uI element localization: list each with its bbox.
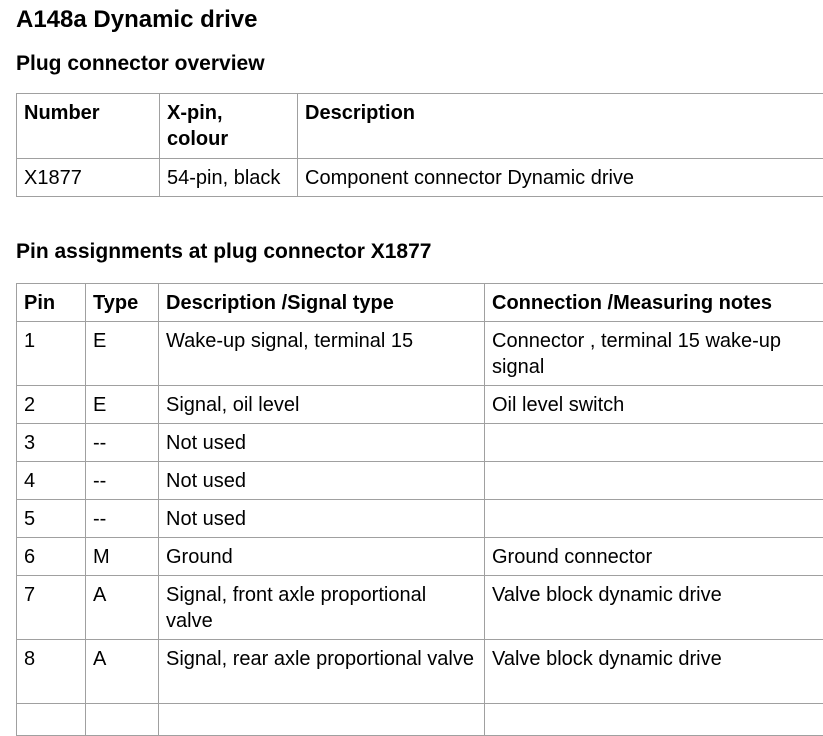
cell-description: Not used (159, 500, 485, 538)
table-row (17, 704, 823, 736)
cell-type (86, 704, 159, 736)
table-row (17, 500, 823, 538)
page-title: A148a Dynamic drive (16, 5, 257, 35)
cell-description: Not used (159, 462, 485, 500)
column-header-xpin-colour: X-pin, colour (160, 94, 298, 159)
table-row (17, 322, 823, 386)
cell-connection: Oil level switch (485, 386, 823, 424)
cell-pin (17, 704, 86, 736)
column-header-description: Description (298, 94, 823, 159)
cell-pin: 3 (17, 424, 86, 462)
cell-pin: 8 (17, 640, 86, 704)
table-row (17, 424, 823, 462)
cell-pin: 5 (17, 500, 86, 538)
table-row (17, 640, 823, 704)
cell-connection: Valve block dynamic drive (485, 640, 823, 704)
table-row (17, 576, 823, 640)
overview-heading: Plug connector overview (16, 51, 265, 77)
cell-description: Ground (159, 538, 485, 576)
cell-description: Signal, oil level (159, 386, 485, 424)
cell-connection: Valve block dynamic drive (485, 576, 823, 640)
cell-pin: 2 (17, 386, 86, 424)
cell-description: Signal, front axle proportional valve (159, 576, 485, 640)
cell-description: Wake-up signal, terminal 15 (159, 322, 485, 386)
table-row (17, 538, 823, 576)
cell-connection (485, 704, 823, 736)
table-header-row (17, 94, 823, 159)
cell-type: -- (86, 424, 159, 462)
column-header-pin: Pin (17, 284, 86, 322)
cell-description: Not used (159, 424, 485, 462)
table-row (17, 159, 823, 197)
cell-description: Signal, rear axle proportional valve (159, 640, 485, 704)
column-header-type: Type (86, 284, 159, 322)
cell-connection (485, 424, 823, 462)
cell-pin: 6 (17, 538, 86, 576)
cell-type: A (86, 576, 159, 640)
cell-description (159, 704, 485, 736)
cell-connection (485, 500, 823, 538)
cell-description: Component connector Dynamic drive (298, 159, 823, 197)
cell-type: -- (86, 462, 159, 500)
cell-pin: 4 (17, 462, 86, 500)
cell-connection: Connector , terminal 15 wake-up signal (485, 322, 823, 386)
cell-type: -- (86, 500, 159, 538)
cell-type: E (86, 386, 159, 424)
connector-overview-table (16, 93, 823, 197)
cell-connection (485, 462, 823, 500)
cell-type: A (86, 640, 159, 704)
column-header-connection-measuring-notes: Connection /Measuring notes (485, 284, 823, 322)
pin-assignments-table (16, 283, 823, 736)
table-row (17, 386, 823, 424)
cell-type: M (86, 538, 159, 576)
column-header-number: Number (17, 94, 160, 159)
cell-type: E (86, 322, 159, 386)
table-header-row (17, 284, 823, 322)
table-row (17, 462, 823, 500)
pin-assignments-heading: Pin assignments at plug connector X1877 (16, 239, 431, 265)
cell-pin: 1 (17, 322, 86, 386)
column-header-description-signal-type: Description /Signal type (159, 284, 485, 322)
cell-xpin-colour: 54-pin, black (160, 159, 298, 197)
cell-connection: Ground connector (485, 538, 823, 576)
cell-number: X1877 (17, 159, 160, 197)
cell-pin: 7 (17, 576, 86, 640)
